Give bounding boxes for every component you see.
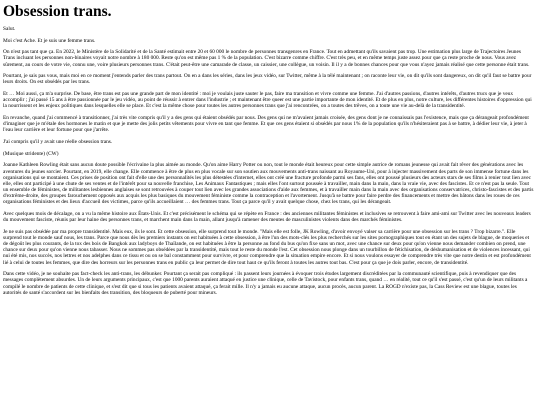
paragraph-intro: Moi c'est Ache. Et je suis une femme trans. xyxy=(3,37,96,44)
paragraph-music-cue: (Musique stridente) (CW) xyxy=(3,150,59,157)
paragraph-not-obsessed: Je ne suis pas obsédée par ma propre transidentité. Mais eux, ils le sont. Et cette obsession, elle surprend tout le monde. "Mais elle est folle, JK Rowling, d'avoir envoyé valser sa carrière pour une obsession sur les trans ? Trop bizarre.". Elle surprend tout le monde sauf nous, les trans. Parce que nous dès les premiers instants on est habituées à cette obsession, à être l'un des mots-clés les plus recherchés sur les sites pornographiques tout en étant un des sujets de blague, de moqueries et de dégoût les plus courants, de la tox des bois de Bangkok aux ladyboys de Thaïlande, on est habituées à être la personne au fond du bus qu'on fixe sans un mot, avec une chance sur deux pour qu'on vienne nous demander combien on prend, une chance sur deux pour qu'on vienne nous tabasser. Nous ne sommes pas obsédées par la transidentité, mais tout le reste du monde l'est. Cet obsession nous plonge dans un tourbillon de fétichisation, de déshumanisation et de violences incessant, qui nui été mis, nos succès, nos lettres et nos adelphes dans ce tissu et ou on se bal constamment pour survivre, et pour comprendre que la situation empire encore. Et si nous voulons essayer de comprendre très vite que notre destin et est profondément lié à celui de toutes les femmes, que dire des horreurs sur les personnes trans en public ça leur permet de dire tout haut ce qu'ils feront à toutes les autres tout bas. C'est pour ça que je dois parler, encore, de transidentité. xyxy=(3,228,531,266)
paragraph-obsession: J'ai compris qu'il y avait une réelle obsession trans. xyxy=(3,139,113,146)
paragraph-transition: En revanche, quand j'ai commencé à transitionner, j'ai très vite compris qu'il y a des gens qui étaient obsédés par nous. Des gens qui ne m'avaient jamais croisée, des gens dont je ne connaissais pas l'existence, mais que ça dérangeait profondément d'imaginer que je m'étale des hormones le matin et que je mette des jolis petits vêtements pour vivre en tant que femme. Et que ces gens étaient si obsédés par nous 1% de la population qu'ils n'hésiteraient pas à se battre, à dédier leur vie, à jeter à l'eau leur carrière et leur fortune pour que j'arrête. xyxy=(3,115,529,134)
paragraph-rowling: Joanne Kathleen Rowling était sans aucun doute possible l'écrivaine la plus aimée au monde. Qu'on aime Harry Potter ou non, tout le monde était heureux pour cette simple autrice de romans jeunesse qui avait fait rêver des générations avec les aventures du jeunes sorcier. Pourtant, en 2019, elle change. Elle commence à être de plus en plus vocale sur son soutien aux mouvements anti-trans naissant au Royaume-Uni, pour à injecter massivement des parts de son immense fortune dans les organisations qui se montaient. Ces prises de position ont fait d'elle une des personnalités les plus détestées d'internet, elles ont créé une fracture profonde parmi ses fans, elles ont poussé plusieurs des acteurs stars de ses films à renier tout lien avec elle, elles ont participé à une chute de ses ventes et de l'intérêt pour sa nouvelle franchise, Les Animaux Fantastiques ; mais elles l'ont surtout poussée à travailler, main dans la main, dans la vraie vie, avec des fascistes. Et ce n'est pas la seule. Tout un ensemble de féministes, de militantes lesbiennes anglaises se sont retrouvées à couper tout lien avec les grandes associations d'aide aux femmes, et à travailler main dans la main avec des organisations conservatrices, christo-fascistes et des partis d'extrême-droite, des groupes farouchement opposés aux acquis les plus basiques du mouvement féministe comme la contraception et l'avortement. Jusqu'à se battre pour faire perdre des financements et mettre des bâtons dans les roues de ces organisations féministes et des lieux d'accueil des victimes, parce qu'ils accueillaient … des femmes trans. Tout ça parce qu'il y avait quelque chose, chez les trans, qui les dérangeait. xyxy=(3,162,534,206)
paragraph-greeting: Salut. xyxy=(3,26,16,32)
paragraph-usa: Avec quelques mois de décalage, on a vu la même histoire aux États-Unis. Et c'est précisément le schéma qui se répète en France : des anciennes militantes féministes et inclusives se retrouvent à faire ami-ami sur Twitter avec les nouveaux leaders du mouvement fasciste, réunis par leur haine des personnes trans, et marchent main dans la main, allant jusqu'à ramener des meutes de masculinistes violents dans des marchés féministes. xyxy=(3,210,531,224)
page-title: Obsession trans. xyxy=(3,3,112,20)
paragraph-fact-check: Dans cette vidéo, je ne souhaite pas fact-check les anti-trans, les débunker. Pourtant ça serait pas compliqué : ils passent leurs journées à évoquer trois études largement discréditées par la communauté scientifique, puis à revendiquer que des messages complètement absurdes. Un de leurs arguments principaux, c'est que 1000 parents auraient attaqué en justice une clinique, celle de Tavistock, pour enfants trans, quand … en réalité, tout ce qu'il s'est passé, c'est qu'un de leurs militants a compilé le nombre de patients de cette clinique, et s'est dit que si tous les patients avaient attaqué, ça ferait mille. Il n'y a jamais eu aucune attaque, aucun procès, aucun parent. La ROGD n'existe pas, la Cass Review est une blague, toutes les autorités de santé s'accordent sur les bienfaits des transition, des bloqueurs de puberté pour mineurs. xyxy=(3,271,528,296)
paragraph-everywhere: Pourtant, je sais pas vous, mais moi en ce moment j'entends parler des trans partout. On en a dans les séries, dans les jeux vidéo, sur Twitter, même à la télé maintenant ; on raconte leur vie, on dit qu'ils sont dangereux, on dit qu'il faut se battre pour leurs droits. On est obsédés par les trans. xyxy=(3,73,532,86)
paragraph-statistics: On n'est pas tant que ça. En 2022, le Ministère de la Solidarité et de la Santé estimait entre 20 et 60 000 le nombre de personnes transgenres en France. Tout en admettant qu'ils savaient pas trop. Une estimation plus large de Trajectoires Jeunes Trans incluant les personnes non-binaires voyait notre nombre à 180 000. Reste qu'on est même pas 1 % de la population. C'est bizarre comme chiffre. C'est très peu, et en même temps juste assez pour que ça reste proche de nous. Vous avez sûrement, au cours de votre vie, connu une, voire plusieurs personnes trans. C'était peut-être une camarade de classe, un caissier, une collègue, un voisin. Il il y a de bonnes chances pour que vous n'ayez jamais réalisé que cette personne était trans. xyxy=(3,49,530,68)
paragraph-identity: Et … Moi aussi, ça m'a surprise. De base, être trans est pas une grande part de mon identité : moi je voulais juste sauter le pas, faire ma transition et vivre comme une femme. J'ai d'autres passions, d'autres intérêts, d'autres trucs que je veux accomplir ; j'ai passé 15 ans à être passionnée par le jeu vidéo, au point de réussir à entrer dans l'industrie ; et maintenant être queer est une partie importante de mon identité. Et de plus en plus, notre culture, les différentes histoires d'oppression qui la nourrissent et les enjeux politiques dans lesquelles elle se place. Et c'est la même chose pour toutes les autres personnes trans que j'ai rencontrées, on a toutes des trêves, on a toute une vie au-delà de la transidentité. xyxy=(3,91,532,110)
